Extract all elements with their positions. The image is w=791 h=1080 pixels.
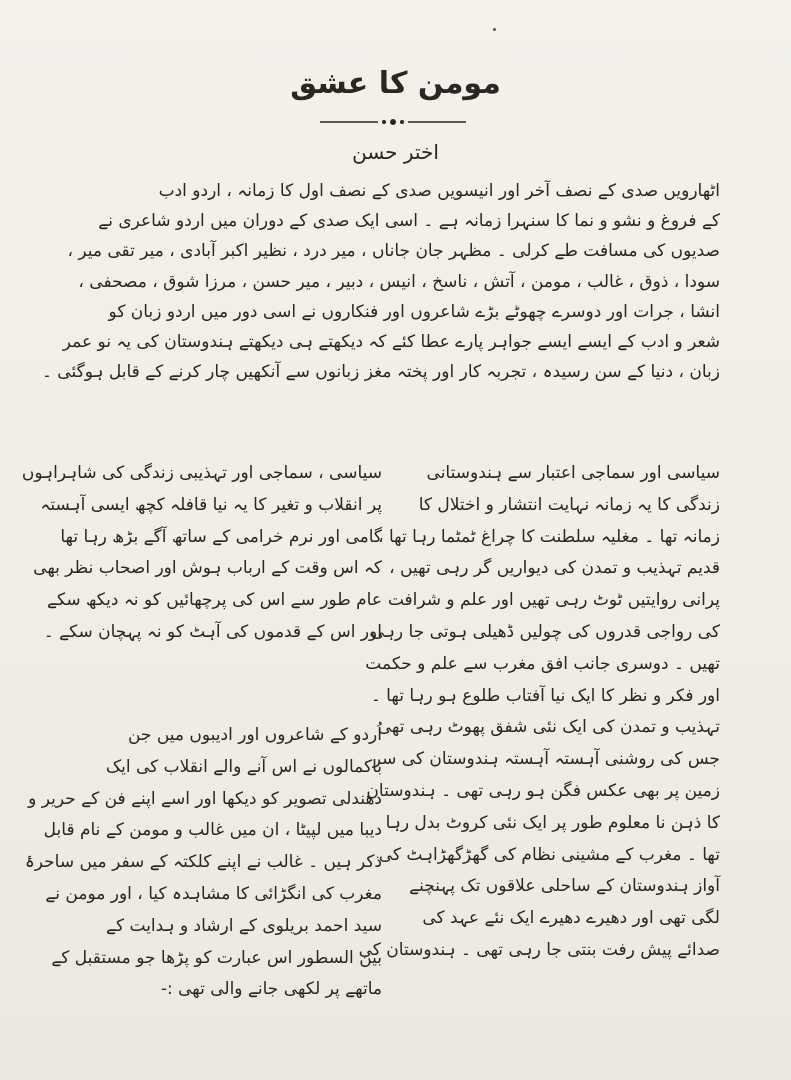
body-line: پرانی روایتیں ٹوٹ رہی تھیں اور علم و شرافت [387,590,720,611]
title-divider-ornament [318,114,468,130]
body-line: زمانہ تھا ۔ مغلیہ سلطنت کا چراغ ٹمٹما رہا تھا ، [378,526,720,547]
body-line: پر انقلاب و تغیر کا یہ نیا قافلہ کچھ ایسی آہستہ [40,494,382,515]
body-line: سیاسی اور سماجی اعتبار سے ہندوستانی [426,463,720,483]
body-line: گامی اور نرم خرامی کے ساتھ آگے بڑھ رہا تھا [60,526,382,547]
article-author: اختر حسن [352,140,439,164]
body-line: بین السطور اس عبارت کو پڑھا جو مستقبل کے [51,947,382,968]
intro-line: زبان ، دنیا کے سن رسیدہ ، تجربہ کار اور پختہ مغز زبانوں سے آنکھیں چار کرنے کے قابل ہوگئی ۔ [41,362,720,383]
body-line: کا ذہن نا معلوم طور پر ایک نئی کروٹ بدل رہا [385,812,720,833]
intro-line: کے فروغ و نشو و نما کا سنہرا زمانہ ہے ۔ اسی ایک صدی کے دوران میں اردو شاعری نے [98,211,720,232]
body-line: تھیں ۔ دوسری جانب افق مغرب سے علم و حکمت [365,653,720,674]
left-column-paragraph-1 [21,458,382,649]
body-line: کہ اس وقت کے ارباب ہوش اور اصحاب نظر بھی [33,558,382,579]
body-line: تھا ۔ مغرب کے مشینی نظام کی گھڑگھڑاہٹ کی [378,844,720,865]
intro-line: اٹھارویں صدی کے نصف آخر اور انیسویں صدی کے نصف اول کا زمانہ ، اردو ادب [158,181,720,201]
body-line: آواز ہندوستان کے ساحلی علاقوں تک پہنچنے [409,876,720,897]
intro-paragraph [41,176,720,387]
body-line: ذکر ہیں ۔ غالب نے اپنے کلکتہ کے سفر میں ساحرۂ [24,852,382,873]
article-title: مومن کا عشق [290,66,501,101]
body-line: دھندلی تصویر کو دیکھا اور اسے اپنے فن کے حریر و [28,788,382,809]
body-line: اور فکر و نظر کا ایک نیا آفتاب طلوع ہو رہا تھا ۔ [370,685,720,706]
intro-line: انشا ، جرات اور دوسرے چھوٹے بڑے شاعروں اور فنکاروں نے اسی دور میں اردو زبان کو [108,301,720,322]
intro-line: صدیوں کی مسافت طے کرلی ۔ مظہر جان جاناں ، میر درد ، نظیر اکبر آبادی ، میر تقی میر ، [67,241,720,262]
intro-line: شعر و ادب کے ایسے ایسے جواہر پارے عطا کئے کہ دیکھتے ہی دیکھتے ہندوستان کی یہ نو عمر [62,332,720,353]
body-line: صدائے پیش رفت بنتی جا رہی تھی ۔ ہندوستان کی [358,939,720,960]
body-line: جس کی روشنی آہستہ آہستہ ہندوستان کی سر [372,749,720,770]
body-line: قدیم تہذیب و تمدن کی دیواریں گر رہی تھیں ، [389,558,720,579]
body-line: اور اس کے قدموں کی آہٹ کو نہ پہچان سکے ۔ [43,621,382,642]
intro-line: سودا ، ذوق ، غالب ، مومن ، آتش ، ناسخ ، انیس ، دبیر ، میر حسن ، مرزا شوق ، مصحفی ، [78,271,720,292]
body-line: ماتھے پر لکھی جانے والی تھی :- [160,979,382,1000]
left-column-paragraph-2 [24,720,382,1006]
paper-mark [493,28,496,31]
body-line: سیاسی ، سماجی اور تہذیبی زندگی کی شاہراہوں [21,463,382,483]
body-line: کی رواجی قدروں کی چولیں ڈھیلی ہوتی جا رہی [370,621,720,642]
body-line: دیبا میں لپیٹا ، ان میں غالب و مومن کے نام قابل [43,820,382,841]
body-line: عام طور سے اس کی پرچھائیں کو نہ دیکھ سکے [47,590,382,611]
body-line: اُردو کے شاعروں اور ادیبوں میں جن [127,725,382,745]
body-line: لگی تھی اور دھیرے دھیرے ایک نئے عہد کی [422,908,720,929]
body-line: مغرب کی انگڑائی کا مشاہدہ کیا ، اور مومن نے [45,883,382,904]
body-line: سید احمد بریلوی کے ارشاد و ہدایت کے [106,915,382,936]
body-line: زندگی کا یہ زمانہ نہایت انتشار و اختلال کا [418,494,720,515]
right-column [358,458,720,967]
body-line: باکمالوں نے اس آنے والے انقلاب کی ایک [105,756,382,777]
body-line: تہذیب و تمدن کی ایک نئی شفق پھوٹ رہی تھی [377,717,720,738]
body-line: زمین پر بھی عکس فگن ہو رہی تھی ۔ ہندوستان [366,780,720,801]
